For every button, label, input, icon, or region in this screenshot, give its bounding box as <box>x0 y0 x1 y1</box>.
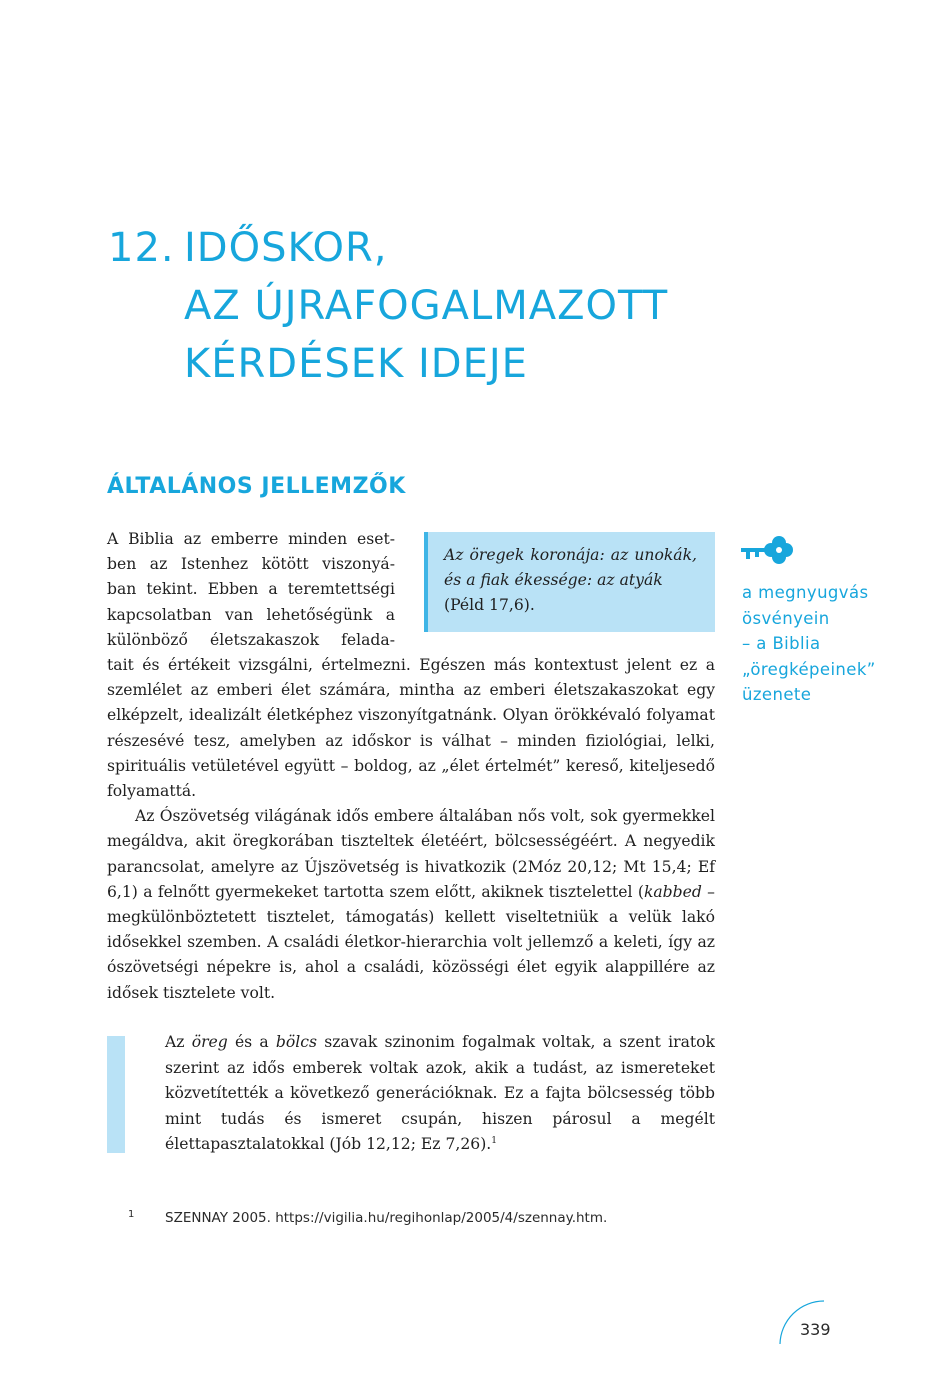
highlight-bar <box>107 1036 125 1153</box>
intro-line: A Biblia az emberre minden eset- <box>107 530 395 548</box>
intro-line: kapcsolatban van lehetőségünk a <box>107 605 395 624</box>
intro-paragraph-start <box>107 527 395 653</box>
side-note-line: üzenete <box>742 685 812 704</box>
block-text-part: szavak szinonim fogalmak voltak, a szent iratok szerint az idős emberek voltak azok, akik a tudást, az ismereteket közvetítették a következő generációknak. Ez a fajta bölcsesség több mint tudás és ismeret csupán, hiszen párosul a megélt élettapasztalatokkal (Jób 12,12; Ez 7,26). <box>165 1033 715 1154</box>
block-italic-term: bölcs <box>275 1033 317 1051</box>
chapter-title-line-2: AZ ÚJRAFOGALMAZOTT <box>184 283 669 329</box>
page-number: 339 <box>800 1320 831 1339</box>
side-note <box>742 580 922 708</box>
side-note-line: a megnyugvás <box>742 583 869 602</box>
block-text-part: Az <box>165 1033 192 1051</box>
intro-line: különböző életszakaszok felada- <box>107 630 395 649</box>
body-text <box>107 653 715 1006</box>
paragraph-2 <box>107 804 715 1006</box>
paragraph-2-italic-term: kabbed <box>643 882 702 901</box>
footnote-reference: 1 <box>491 1136 497 1147</box>
block-text-part: és a <box>227 1033 276 1051</box>
side-note-line: „öregképeinek” <box>742 659 876 679</box>
chapter-number: 12. <box>108 225 175 271</box>
intro-line: ban tekint. Ebben a teremtettségi <box>107 580 395 599</box>
bible-quote-reference: (Péld 17,6). <box>444 596 535 614</box>
side-note-line: ösvényein <box>742 608 830 628</box>
chapter-title-line-1: IDŐSKOR, <box>184 225 388 271</box>
bible-quote-text: Az öregek koronája: az unokák, és a fiak ékessége: az atyák <box>444 546 697 589</box>
side-note-line: – a Biblia <box>742 634 821 653</box>
section-title: ÁLTALÁNOS JELLEMZŐK <box>107 474 406 499</box>
intro-paragraph-continuation: tait és értékeit vizsgálni, értelmezni. Egészen más kontextust jelent ez a szemlélet az emberi élet számára, mintha az emberi életszakaszokat egy elképzelt, idealizált életképhez viszonyítgatnánk. Olyan örökkévaló folyamat részesévé tesz, amelyben az időskor is válhat – minden fiziológiai, lelki, spirituális vetületével együtt – boldog, az „élet értelmét” kereső, kiteljesedő folyamattá. <box>107 656 715 801</box>
footnote-marker: 1 <box>128 1209 135 1220</box>
paragraph-2-text-a: Az Ószövetség világának idős embere általában nős volt, sok gyermekkel megáldva, akit öregkorában tiszteltek életéért, bölcsességéért. A negyedik parancsolat, amelyre az Újszövetség is hivatkozik (2Móz 20,12; Mt 15,4; Ef 6,1) a felnőtt gyermekeket tartotta szem előtt, akiknek tisztelettel ( <box>107 807 715 901</box>
footnote-text: SZENNAY 2005. https://vigilia.hu/regihonlap/2005/4/szennay.htm. <box>165 1210 608 1226</box>
intro-line: ben az Istenhez kötött viszonyá- <box>107 555 395 574</box>
chapter-title-line-3: KÉRDÉSEK IDEJE <box>184 341 528 387</box>
paragraph-2-text-b: – megkülönböztetett tisztelet, támogatás) kellett viseltetniük a velük lakó idősekkel szemben. A családi életkor-hierarchia volt jellemző a keleti, így az ószövetségi népekre is, ahol a családi, közösségi élet egyik alappillére az idősek tisztelete volt. <box>107 882 715 1002</box>
block-italic-term: öreg <box>191 1033 228 1051</box>
bible-quote-box <box>424 532 715 632</box>
key-icon <box>740 532 794 568</box>
highlight-block-text <box>165 1030 715 1158</box>
